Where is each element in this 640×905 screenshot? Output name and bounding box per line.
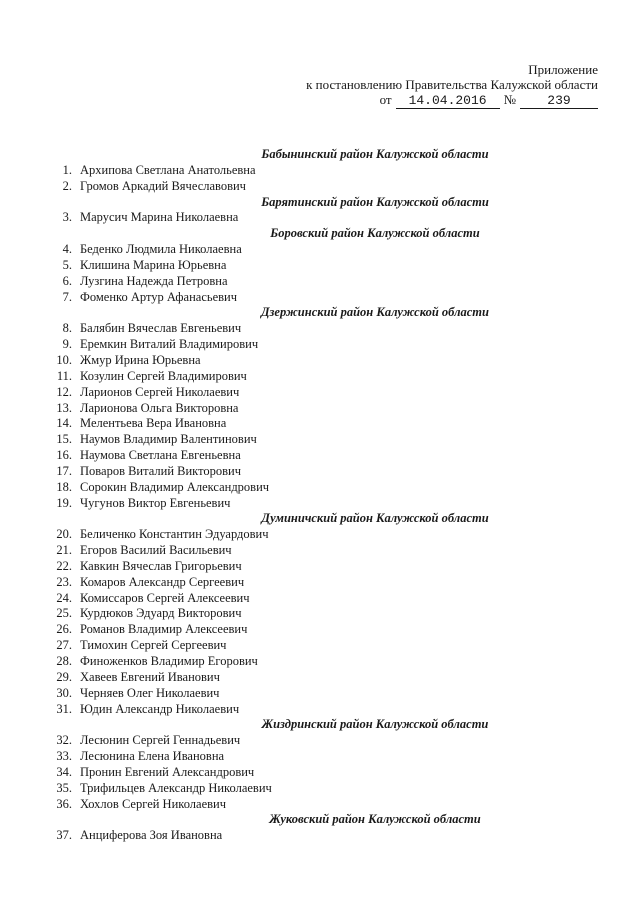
- item-number: 37.: [56, 828, 72, 843]
- list-item: [40, 258, 600, 274]
- list-item: [40, 828, 600, 844]
- item-number: 30.: [56, 685, 72, 700]
- list-item: [40, 337, 600, 353]
- district-heading: Бабынинский район Калужской области: [261, 147, 489, 161]
- person-name: Поваров Виталий Викторович: [80, 463, 241, 478]
- person-name: Хохлов Сергей Николаевич: [80, 796, 227, 811]
- person-name: Кавкин Вячеслав Григорьевич: [80, 558, 242, 573]
- list-item: [40, 686, 600, 702]
- list-item: [40, 496, 600, 512]
- person-name: Юдин Александр Николаевич: [80, 701, 240, 716]
- person-name: Беденко Людмила Николаевна: [80, 242, 242, 257]
- list-item: [40, 369, 600, 385]
- person-name: Мелентьева Вера Ивановна: [80, 416, 227, 431]
- list-item: [40, 432, 600, 448]
- item-number: 4.: [62, 242, 72, 257]
- list-item: [40, 733, 600, 749]
- person-name: Марусич Марина Николаевна: [80, 210, 239, 225]
- person-name: Пронин Евгений Александрович: [80, 764, 255, 779]
- item-number: 22.: [56, 558, 72, 573]
- person-name: Наумов Владимир Валентинович: [80, 432, 257, 447]
- list-item: [40, 290, 600, 306]
- list-item: [40, 781, 600, 797]
- district-heading: Жиздринский район Калужской области: [261, 717, 489, 732]
- decree-number: 239: [520, 93, 598, 109]
- person-name: Лесюнин Сергей Геннадьевич: [80, 733, 241, 748]
- item-number: 24.: [56, 590, 72, 605]
- person-name: Комиссаров Сергей Алексеевич: [80, 590, 250, 605]
- item-number: 16.: [56, 448, 72, 463]
- item-number: 21.: [56, 543, 72, 558]
- person-name: Наумова Светлана Евгеньевна: [80, 448, 241, 463]
- list-item: [40, 242, 600, 258]
- list-item: [40, 749, 600, 765]
- item-number: 34.: [56, 764, 72, 779]
- person-name: Ларионова Ольга Викторовна: [80, 400, 239, 415]
- person-name: Тимохин Сергей Сергеевич: [80, 638, 227, 653]
- person-name: Лузгина Надежда Петровна: [80, 273, 228, 288]
- list-item: [40, 401, 600, 417]
- person-name: Балябин Вячеслав Евгеньевич: [80, 321, 242, 336]
- list-item: [40, 448, 600, 464]
- item-number: 18.: [56, 479, 72, 494]
- list-item: [40, 559, 600, 575]
- document-header: [218, 62, 598, 109]
- district-heading: Дзержинский район Калужской области: [261, 305, 489, 320]
- list-item: [40, 210, 600, 226]
- item-number: 13.: [56, 400, 72, 415]
- list-item: [40, 591, 600, 607]
- person-name: Черняев Олег Николаевич: [80, 685, 220, 700]
- district-heading: Жуковский район Калужской области: [269, 812, 481, 827]
- person-name: Архипова Светлана Анатольевна: [80, 162, 256, 177]
- item-number: 28.: [56, 654, 72, 668]
- person-name: Жмур Ирина Юрьевна: [80, 352, 201, 367]
- list-item: [40, 638, 600, 654]
- item-number: 27.: [56, 638, 72, 653]
- item-number: 19.: [56, 495, 72, 510]
- item-number: 15.: [56, 432, 72, 447]
- person-name: Громов Аркадий Вячеславович: [80, 178, 246, 193]
- list-item: [40, 527, 600, 543]
- person-name: Клишина Марина Юрьевна: [80, 257, 227, 272]
- person-name: Лесюнина Елена Ивановна: [80, 749, 225, 764]
- item-number: 20.: [56, 527, 72, 542]
- list-item: [40, 274, 600, 290]
- date-prefix: от: [379, 92, 392, 107]
- person-name: Финоженков Владимир Егорович: [80, 654, 258, 668]
- list-item: [40, 670, 600, 686]
- list-item: [40, 575, 600, 591]
- list-item: [40, 163, 600, 179]
- item-number: 9.: [62, 337, 72, 352]
- person-name: Чугунов Виктор Евгеньевич: [80, 495, 231, 510]
- person-name: Еремкин Виталий Владимирович: [80, 337, 259, 352]
- item-number: 12.: [56, 384, 72, 399]
- item-number: 32.: [56, 733, 72, 748]
- item-number: 1.: [62, 162, 72, 177]
- item-number: 29.: [56, 669, 72, 684]
- item-number: 5.: [62, 257, 72, 272]
- item-number: 2.: [62, 178, 72, 193]
- item-number: 14.: [56, 416, 72, 431]
- item-number: 11.: [56, 368, 72, 383]
- appendix-label: Приложение: [528, 62, 598, 77]
- item-number: 6.: [62, 273, 72, 288]
- item-number: 26.: [56, 622, 72, 637]
- list-item: [40, 797, 600, 813]
- person-name: Трифильцев Александр Николаевич: [80, 780, 272, 795]
- person-name: Курдюков Эдуард Викторович: [80, 606, 242, 621]
- list-item: [40, 464, 600, 480]
- item-number: 25.: [56, 606, 72, 621]
- item-number: 33.: [56, 749, 72, 764]
- item-number: 8.: [62, 321, 72, 336]
- person-name: Комаров Александр Сергеевич: [80, 574, 245, 589]
- list-item: [40, 606, 600, 622]
- person-name: Козулин Сергей Владимирович: [80, 368, 247, 383]
- list-item: [40, 353, 600, 369]
- decree-reference: к постановлению Правительства Калужской области: [306, 77, 598, 92]
- person-name: Беличенко Константин Эдуардович: [80, 527, 269, 542]
- district-heading: Боровский район Калужской области: [270, 226, 480, 241]
- person-name: Анциферова Зоя Ивановна: [80, 828, 223, 843]
- list-item: [40, 654, 600, 670]
- decree-date-number: [218, 92, 598, 109]
- person-name: Фоменко Артур Афанасьевич: [80, 289, 237, 304]
- person-name: Хавеев Евгений Иванович: [80, 669, 220, 684]
- item-number: 3.: [62, 210, 72, 225]
- list-item: [40, 179, 600, 195]
- item-number: 31.: [56, 701, 72, 716]
- item-number: 23.: [56, 574, 72, 589]
- item-number: 17.: [56, 463, 72, 478]
- item-number: 36.: [56, 796, 72, 811]
- list-item: [40, 321, 600, 337]
- item-number: 10.: [56, 352, 72, 367]
- list-item: [40, 765, 600, 781]
- district-heading: Барятинский район Калужской области: [261, 194, 489, 209]
- list-item: [40, 416, 600, 432]
- list-item: [40, 622, 600, 638]
- district-list: [40, 147, 600, 844]
- district-heading: Думиничский район Калужской области: [261, 511, 489, 526]
- list-item: [40, 543, 600, 559]
- list-item: [40, 385, 600, 401]
- person-name: Егоров Василий Васильевич: [80, 543, 232, 558]
- item-number: 35.: [56, 780, 72, 795]
- item-number: 7.: [62, 289, 72, 304]
- list-item: [40, 480, 600, 496]
- number-prefix: №: [503, 92, 516, 107]
- list-item: [40, 702, 600, 718]
- decree-date: 14.04.2016: [396, 93, 500, 109]
- person-name: Сорокин Владимир Александрович: [80, 479, 270, 494]
- person-name: Ларионов Сергей Николаевич: [80, 384, 240, 399]
- person-name: Романов Владимир Алексеевич: [80, 622, 248, 637]
